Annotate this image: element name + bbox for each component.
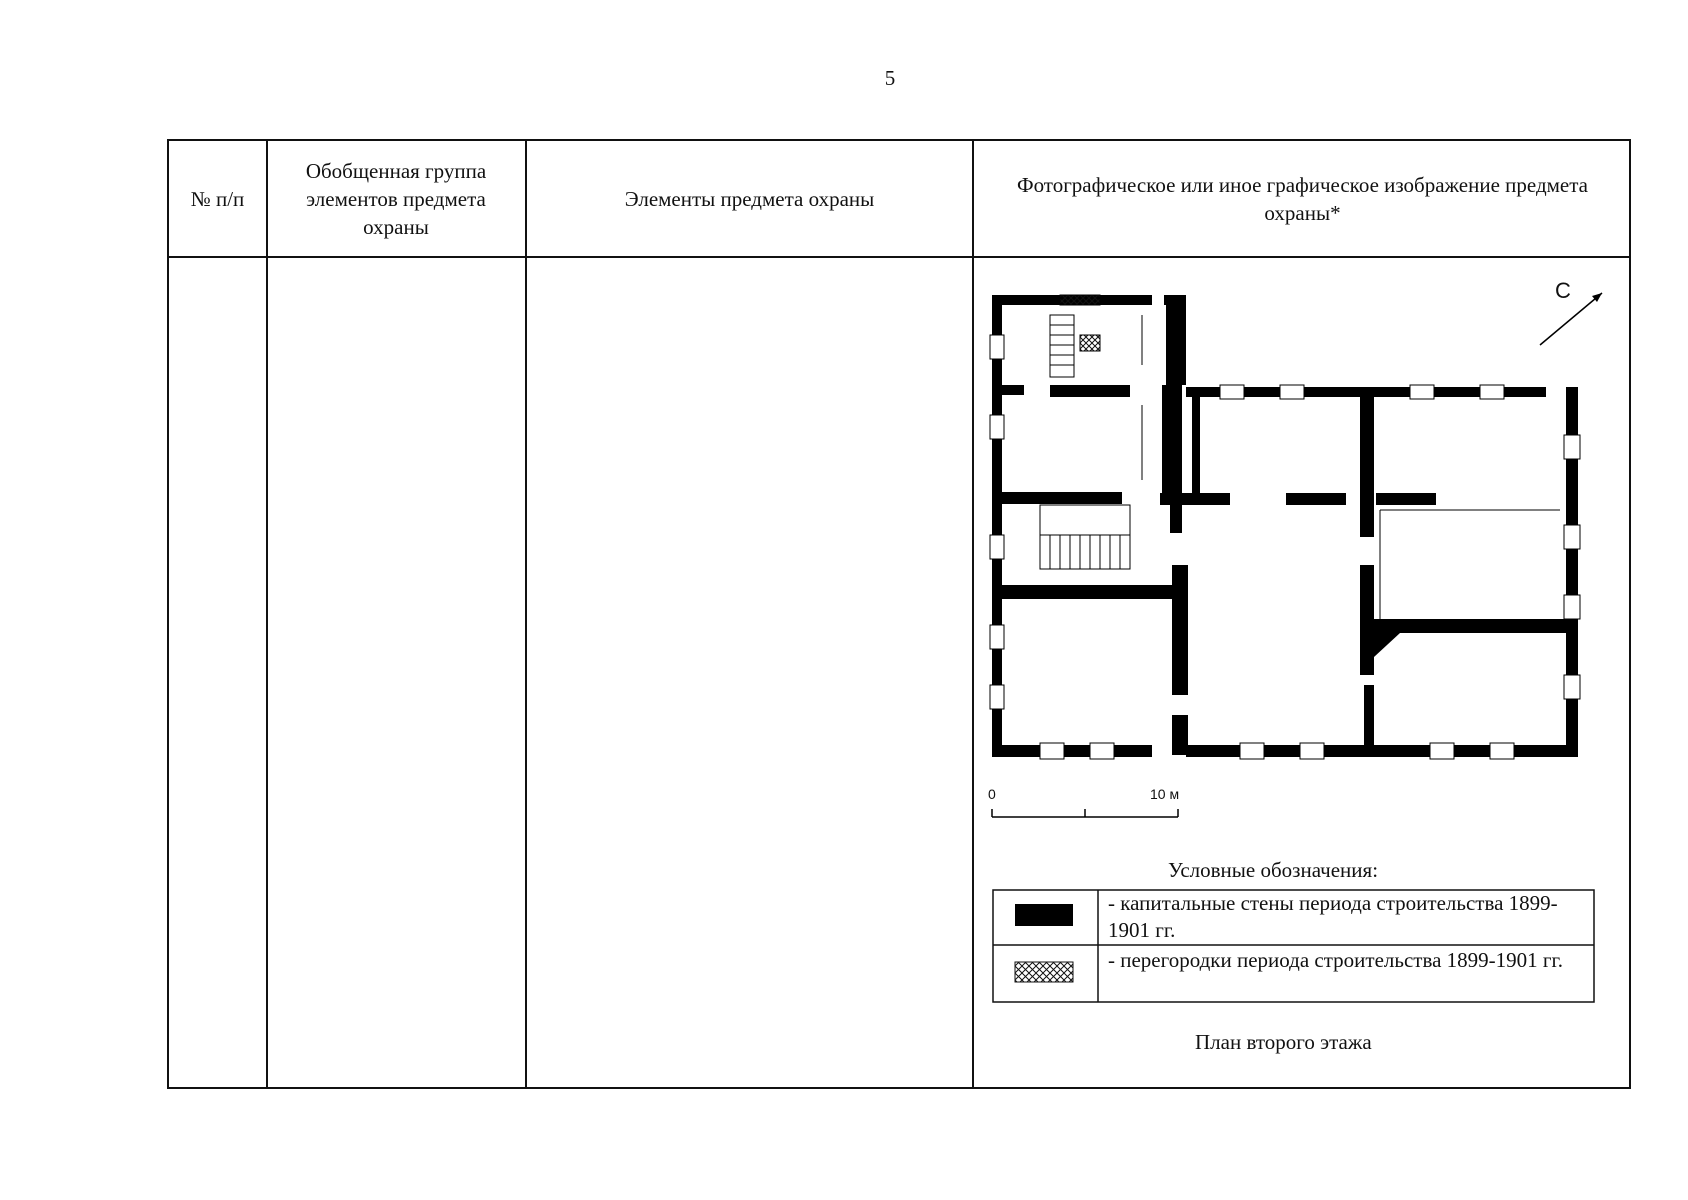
header-num: № п/п (190, 186, 245, 211)
page-number: 5 (884, 66, 896, 90)
plan-caption: План второго этажа (1195, 1030, 1372, 1054)
header-image: Фотографическое или иное графическое изображение предмета охраны* (1016, 172, 1588, 225)
scale-start: 0 (988, 786, 996, 802)
legend-title: Условные обозначения: (1168, 858, 1379, 882)
scale-end: 10 м (1150, 786, 1180, 802)
legend-item-partitions: - перегородки периода строительства 1899-1901 гг. (1108, 948, 1564, 972)
legend-item-capital-walls: - капитальные стены периода строительства 1899-1901 гг. (1108, 891, 1558, 942)
north-label: С (1555, 278, 1571, 303)
header-group: Обобщенная группа элементов предмета охраны (305, 158, 487, 239)
header-elements: Элементы предмета охраны (624, 186, 875, 211)
